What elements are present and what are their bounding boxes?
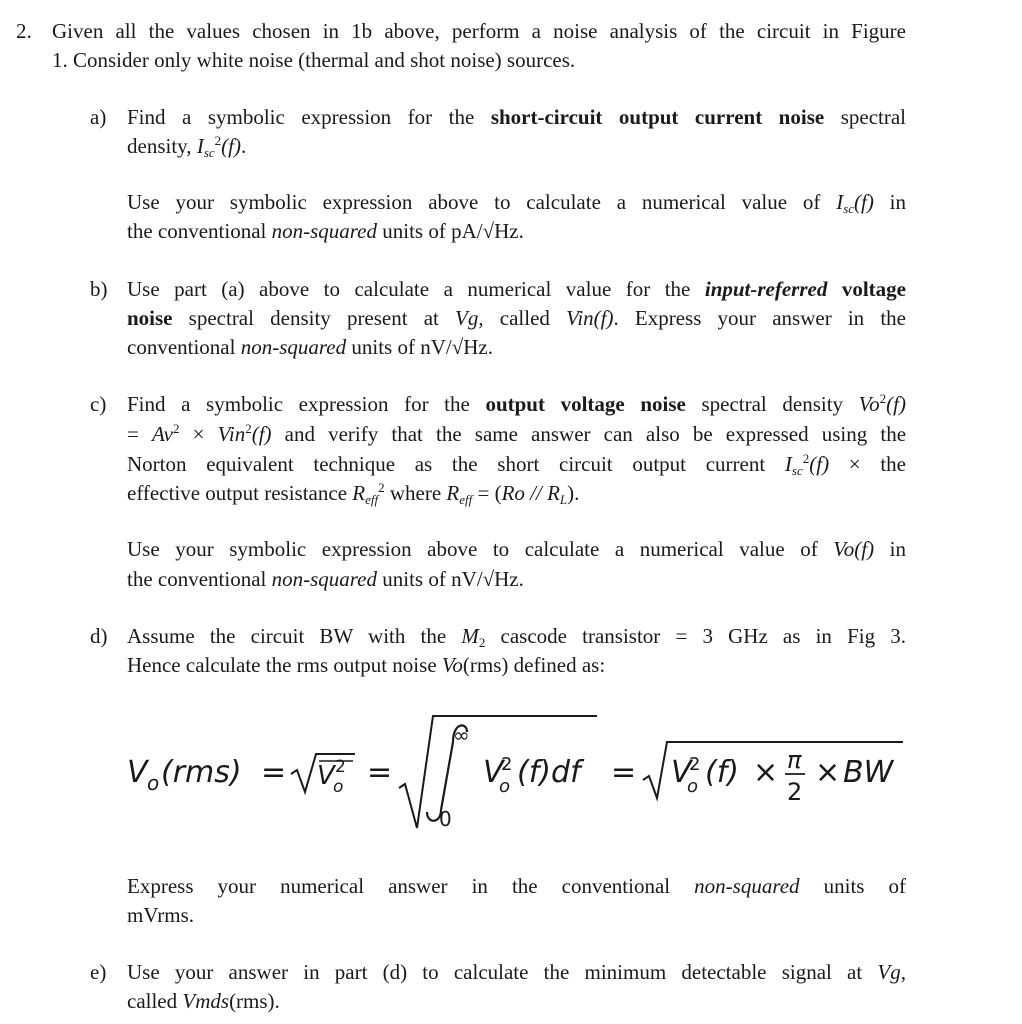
part-c-label: c) <box>90 392 107 416</box>
eq-times-2: × <box>815 755 841 790</box>
part-a-line-2: density, $I_{sc}^2(f)$. <box>127 133 247 160</box>
eq-v2-sup: 2 <box>335 757 346 777</box>
eq-v2-sub: o <box>333 777 344 797</box>
eq-lhs-sub: o <box>147 771 160 795</box>
eq-v2-v: V <box>317 761 335 791</box>
part-e-label: e) <box>90 960 107 984</box>
part-a-label: a) <box>90 105 107 129</box>
part-e-line-1: Use your answer in part (d) to calculate the minimum detectable signal at Vg, <box>127 960 906 984</box>
part-d-label: d) <box>90 624 108 648</box>
eq-integrand-sup: 2 <box>501 754 513 775</box>
eq-upper-limit: ∞ <box>453 723 470 747</box>
question-line-2: 1. Consider only white noise (thermal and shot noise) sources. <box>52 48 576 72</box>
part-c-line-3: Norton equivalent technique as the short circuit output current $I_{sc}^2(f)$ × the <box>127 451 906 478</box>
eq-equals-3: = <box>611 755 637 790</box>
eq-rhs-v: V <box>671 755 692 790</box>
part-d-line-2: Hence calculate the rms output noise Vo(rms) defined as: <box>127 653 606 677</box>
eq-times-1: × <box>753 755 779 790</box>
part-b-line-2: noise spectral density present at Vg, called Vin(f). Express your answer in the <box>127 306 906 330</box>
eq-lower-limit: 0 <box>439 807 452 831</box>
part-c-line-4: effective output resistance $R_{eff}^2$ where $R_{eff} = (Ro // R_L)$. <box>127 480 580 507</box>
part-d-para2-line-1: Express your numerical answer in the conventional non-squared units of <box>127 874 906 898</box>
part-c-line-1: Find a symbolic expression for the output voltage noise spectral density Vo$^2$(f) <box>127 391 906 416</box>
part-a-line-1: Find a symbolic expression for the short-circuit output current noise spectral <box>127 105 907 129</box>
eq-pi: π <box>787 746 802 774</box>
question-number: 2. <box>16 19 32 43</box>
eq-two: 2 <box>787 778 803 806</box>
part-b-line-1: Use part (a) above to calculate a numerical value for the input-referred voltage <box>127 277 906 301</box>
part-e-line-2: called Vmds(rms). <box>127 989 280 1013</box>
part-a-para2-line-1: Use your symbolic expression above to calculate a numerical value of $I_{sc}(f)$ in <box>127 190 907 216</box>
eq-rhs-sup: 2 <box>689 754 701 775</box>
eq-lhs-v: V <box>127 755 148 790</box>
eq-rhs-sub: o <box>687 776 699 797</box>
part-d-para2-line-2: mVrms. <box>127 903 194 927</box>
eq-integrand-v: V <box>483 755 504 790</box>
eq-integrand-fdf: (f)df <box>517 755 581 790</box>
part-c-para2-line-1: Use your symbolic expression above to calculate a numerical value of Vo(f) in <box>127 537 907 561</box>
part-b-line-3: conventional non-squared units of nV/√Hz. <box>127 335 493 359</box>
part-d-line-1: Assume the circuit BW with the $M_2$ cascode transistor = 3 GHz as in Fig 3. <box>127 624 906 650</box>
part-c-para2-line-2: the conventional non-squared units of nV/√Hz. <box>127 567 524 591</box>
eq-equals-2: = <box>367 755 393 790</box>
eq-equals-1: = <box>261 755 287 790</box>
part-a-para2-line-2: the conventional non-squared units of pA/√Hz. <box>127 219 524 243</box>
eq-rhs-f: (f) <box>705 755 739 790</box>
question-line-1: Given all the values chosen in 1b above, perform a noise analysis of the circuit in Figure <box>52 19 906 43</box>
rms-noise-equation <box>127 708 907 838</box>
part-c-line-2: = $Av^2 \times Vin^2(f)$ and verify that the same answer can also be expressed using the <box>127 421 907 446</box>
part-b-label: b) <box>90 277 108 301</box>
eq-integrand-sub: o <box>499 776 511 797</box>
eq-bw: BW <box>843 755 894 790</box>
eq-lhs-rms: (rms) <box>161 755 242 790</box>
